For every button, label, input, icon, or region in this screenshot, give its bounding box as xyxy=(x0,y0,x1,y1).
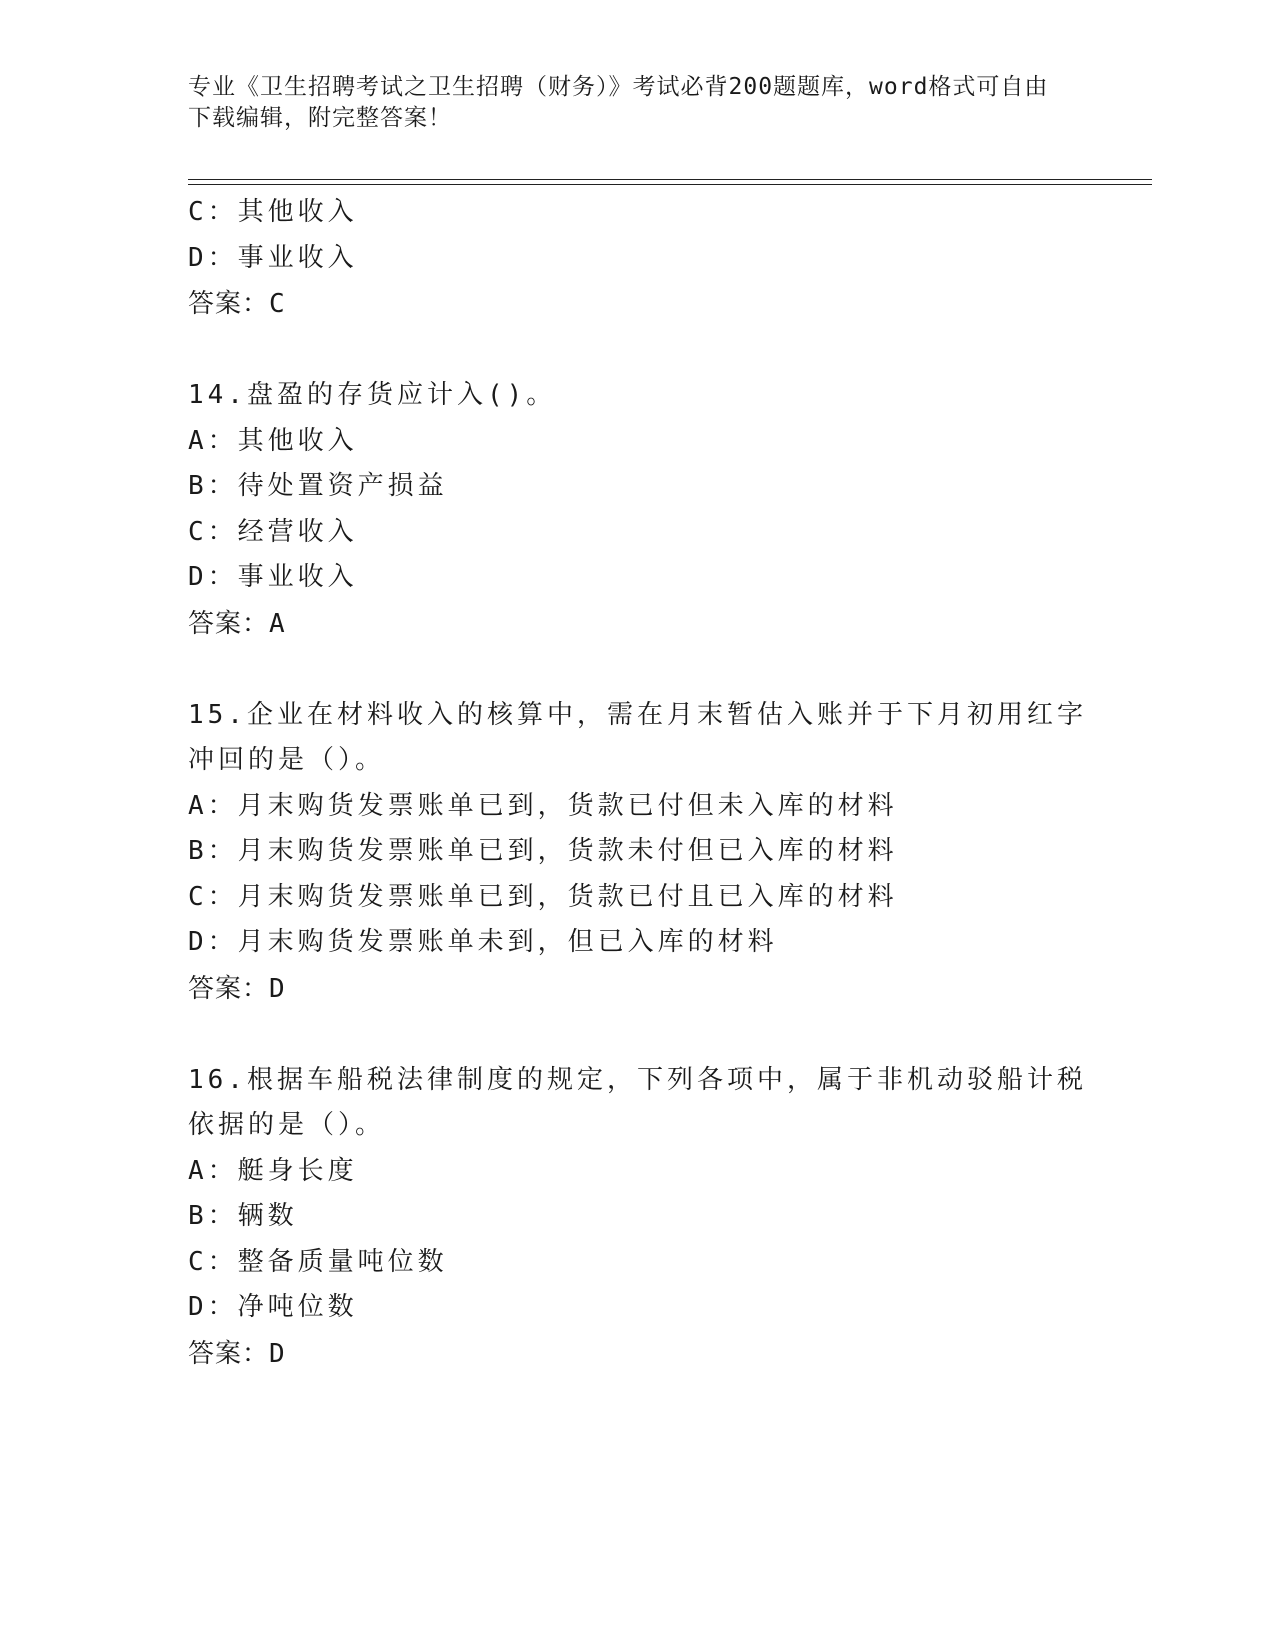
option-a xyxy=(188,419,1088,465)
option-text: 辆数 xyxy=(237,1201,298,1231)
option-text: 整备质量吨位数 xyxy=(237,1246,448,1277)
option-c xyxy=(188,510,1088,556)
option-label: A： xyxy=(188,425,238,456)
answer-value: D xyxy=(269,973,286,1004)
answer-label: 答案： xyxy=(188,973,270,1004)
header-divider-top xyxy=(188,179,1152,180)
option-text: 净吨位数 xyxy=(237,1292,358,1322)
option-text: 月末购货发票账单已到，货款已付但未入库的材料 xyxy=(237,790,898,821)
question-stem: 16.根据车船税法律制度的规定，下列各项中，属于非机动驳船计税依据的是（）。 xyxy=(188,1064,1087,1140)
option-text: 月末购货发票账单已到，货款未付但已入库的材料 xyxy=(237,836,898,866)
option-b xyxy=(188,1194,1088,1240)
option-text: 待处置资产损益 xyxy=(237,471,448,501)
option-text: 月末购货发票账单未到，但已入库的材料 xyxy=(237,927,778,957)
option-label: A： xyxy=(188,790,238,821)
option-text: 月末购货发票账单已到，货款已付且已入库的材料 xyxy=(237,881,898,912)
option-text: 事业收入 xyxy=(237,562,358,592)
option-label: B： xyxy=(188,1201,238,1231)
question-stem: 14.盘盈的存货应计入()。 xyxy=(188,380,557,410)
option-label: B： xyxy=(188,836,238,866)
option-text: 经营收入 xyxy=(237,516,358,547)
option-text: 事业收入 xyxy=(237,242,358,273)
option-text: 艇身长度 xyxy=(237,1155,358,1186)
option-text: 其他收入 xyxy=(237,197,358,227)
document-header: 专业《卫生招聘考试之卫生招聘（财务）》考试必背200题题库，word格式可自由下载编辑，附完整答案！ xyxy=(188,74,1049,131)
header-divider-bottom xyxy=(188,184,1152,185)
option-c xyxy=(188,875,1088,921)
answer-value: D xyxy=(269,1338,286,1369)
option-label: A： xyxy=(188,1155,238,1186)
option-label: C： xyxy=(188,197,238,227)
option-d xyxy=(188,1285,1088,1331)
option-text: 其他收入 xyxy=(237,425,358,456)
option-c xyxy=(188,1240,1088,1286)
answer-line xyxy=(188,601,1088,647)
answer-line xyxy=(188,966,1088,1012)
answer-label: 答案： xyxy=(188,608,270,639)
option-label: B： xyxy=(188,471,238,501)
option-b xyxy=(188,829,1088,875)
answer-line xyxy=(188,281,1088,327)
answer-value: C xyxy=(269,289,286,319)
option-c xyxy=(188,190,1088,236)
answer-value: A xyxy=(269,608,286,639)
question-list xyxy=(188,190,1088,1377)
option-label: C： xyxy=(188,516,238,547)
option-a xyxy=(188,784,1088,830)
partial-question xyxy=(188,190,1088,327)
option-label: C： xyxy=(188,881,238,912)
option-label: D： xyxy=(188,927,238,957)
question-stem: 15.企业在材料收入的核算中，需在月末暂估入账并于下月初用红字冲回的是（）。 xyxy=(188,699,1087,775)
answer-label: 答案： xyxy=(188,1338,270,1369)
answer-label: 答案： xyxy=(188,289,270,319)
option-d xyxy=(188,555,1088,601)
question-16 xyxy=(188,1058,1088,1377)
option-label: D： xyxy=(188,562,238,592)
option-label: C： xyxy=(188,1246,238,1277)
question-14 xyxy=(188,373,1088,647)
answer-line xyxy=(188,1331,1088,1377)
option-b xyxy=(188,464,1088,510)
option-d xyxy=(188,920,1088,966)
option-label: D： xyxy=(188,1292,238,1322)
option-label: D： xyxy=(188,242,238,273)
option-a xyxy=(188,1149,1088,1195)
question-15 xyxy=(188,693,1088,1012)
option-d xyxy=(188,236,1088,282)
